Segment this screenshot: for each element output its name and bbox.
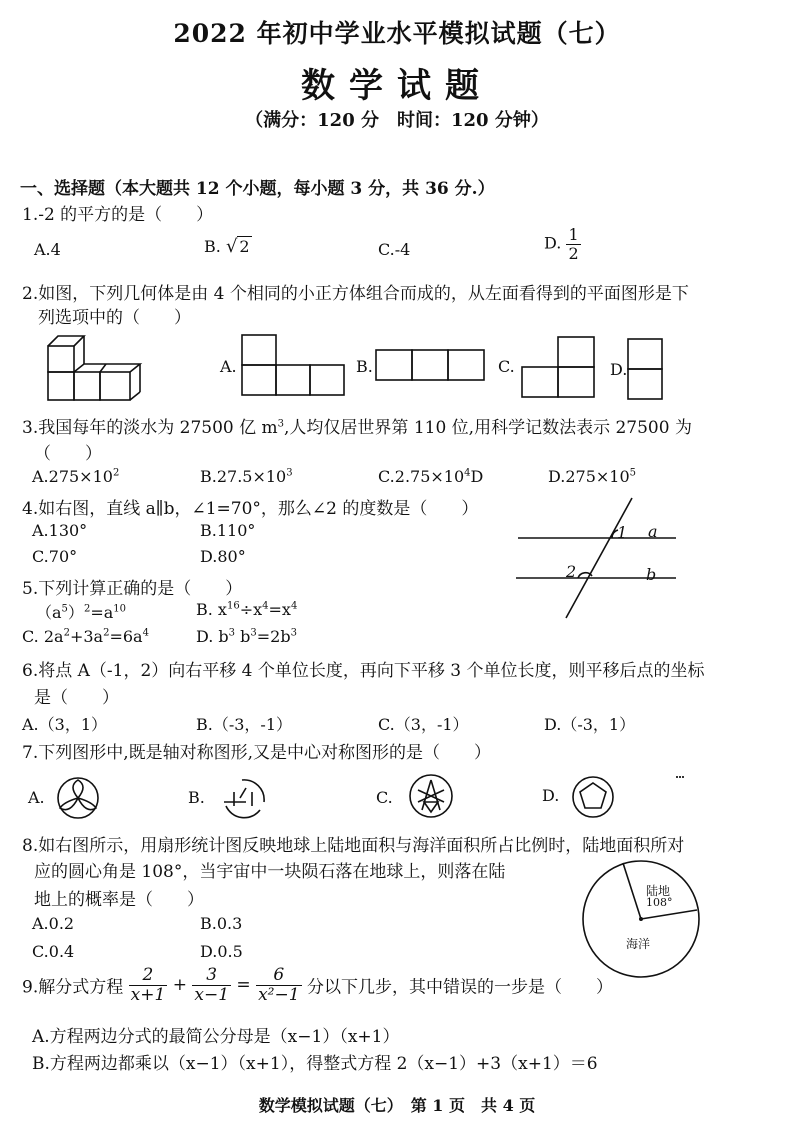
fraction-numerator: 2 xyxy=(129,966,168,986)
q3-option-c xyxy=(378,467,483,486)
q9-option-a: A.方程两边分式的最简公分母是（x−1）（x+1） xyxy=(32,1027,400,1047)
scan-speck xyxy=(676,776,684,782)
q4-line-b-label: b xyxy=(646,565,657,584)
subject-title: 数学试题 xyxy=(301,66,493,106)
superscript: 10 xyxy=(113,603,126,615)
q3-option-c-tail: D xyxy=(470,467,484,486)
fraction-numerator: 6 xyxy=(256,966,301,986)
superscript: 2 xyxy=(103,627,110,639)
q4-line-a-label: a xyxy=(648,522,658,541)
q5-d-part2: b xyxy=(235,627,251,646)
q5-c-part1: C. 2a xyxy=(22,627,64,646)
q2-option-c-figure xyxy=(520,335,600,401)
q7-stem: 7.下列图形中,既是轴对称图形,又是中心对称图形的是（ ） xyxy=(22,743,492,763)
q1-option-a: A.4 xyxy=(34,240,61,259)
q9-option-b: B.方程两边都乘以（x−1）（x+1），得整式方程 2（x−1）+3（x+1）＝6 xyxy=(32,1054,598,1074)
q4-option-a: A.130° xyxy=(32,521,88,540)
q6-option-a: A.（3，1） xyxy=(22,715,108,734)
q2-solid-figure xyxy=(44,332,144,404)
superscript: 3 xyxy=(277,418,285,430)
q8-option-c: C.0.4 xyxy=(32,942,75,961)
fraction-denominator: x+1 xyxy=(130,984,166,1005)
q5-a-part1: （a xyxy=(36,603,62,622)
superscript: 4 xyxy=(142,627,149,639)
equals-sign: = xyxy=(236,975,251,996)
q5-d-part1: D. b xyxy=(196,627,229,646)
q9-stem-suffix: 分以下几步，其中错误的一步是（ ） xyxy=(306,977,613,998)
q3-option-c-text: C.2.75×10 xyxy=(378,467,465,486)
q7-option-a-figure xyxy=(54,776,102,820)
q3-option-b xyxy=(200,467,293,486)
superscript: 4 xyxy=(262,600,269,612)
q7-option-a-label: A. xyxy=(28,788,45,807)
q1-option-b-label: B. xyxy=(204,237,221,256)
q6-stem-line2: 是（ ） xyxy=(34,688,119,708)
q1-option-c: C.-4 xyxy=(378,240,411,259)
q4-option-c: C.70° xyxy=(32,547,78,566)
q7-option-d-label: D. xyxy=(542,786,560,805)
q3-option-a xyxy=(32,467,119,486)
sqrt-sign: √ xyxy=(225,236,238,257)
q7-option-d-figure xyxy=(568,774,618,820)
q7-option-c-label: C. xyxy=(376,788,393,807)
q2-stem-line1: 2.如图，下列几何体是由 4 个相同的小正方体组合而成的，从左面看得到的平面图形是下 xyxy=(22,284,689,304)
q4-angle2-label: 2 xyxy=(566,562,577,581)
q3-option-d-text: D.275×10 xyxy=(548,467,630,486)
q3-stem-part1: 3.我国每年的淡水为 27500 亿 m xyxy=(22,418,278,438)
q2-option-c-label: C. xyxy=(498,357,515,376)
q2-option-a-label: A. xyxy=(220,357,237,376)
q7-option-c-figure xyxy=(406,772,456,820)
q5-b-part2: ÷x xyxy=(239,600,263,619)
q4-parallel-lines-figure xyxy=(514,494,684,624)
pie-label-angle: 108° xyxy=(646,896,673,909)
pie-label-ocean: 海洋 xyxy=(626,937,651,951)
superscript: 3 xyxy=(286,467,293,479)
q2-option-d-figure xyxy=(626,337,666,403)
q2-option-d-label: D. xyxy=(610,360,628,379)
q2-option-b-figure xyxy=(374,348,486,384)
q8-stem-line2: 应的圆心角是 108°，当宇宙中一块陨石落在地球上，则落在陆 xyxy=(34,862,506,882)
superscript: 2 xyxy=(83,603,91,615)
superscript: 2 xyxy=(63,627,70,639)
q5-b-part1: B. x xyxy=(196,600,227,619)
q1-option-d xyxy=(544,226,581,262)
q3-option-a-text: A.275×10 xyxy=(32,467,113,486)
q6-stem-line1: 6.将点 A（-1，2）向右平移 4 个单位长度，再向下平移 3 个单位长度，则平移后点的坐标 xyxy=(22,661,705,681)
q3-stem-line1 xyxy=(22,413,692,438)
q6-option-c: C.（3，-1） xyxy=(378,715,469,734)
q4-angle1-label: 1 xyxy=(617,523,628,542)
fraction-numerator: 3 xyxy=(192,966,231,986)
q3-option-d xyxy=(548,467,636,486)
q2-option-a-figure xyxy=(240,333,350,397)
q1-option-b-radicand: 2 xyxy=(239,237,250,256)
q5-option-a xyxy=(36,600,126,623)
q8-option-a: A.0.2 xyxy=(32,914,75,933)
q1-option-b xyxy=(204,236,252,257)
q5-c-part2: +3a xyxy=(69,627,104,646)
q5-a-part3: =a xyxy=(90,603,114,622)
section-heading: 一、选择题（本大题共 12 个小题，每小题 3 分，共 36 分.） xyxy=(20,179,495,199)
plus-sign: + xyxy=(172,975,187,996)
q7-option-b-label: B. xyxy=(188,788,205,807)
fraction-denominator: x−1 xyxy=(194,984,230,1005)
superscript: 2 xyxy=(112,467,120,479)
q3-option-b-text: B.27.5×10 xyxy=(200,467,287,486)
q9-stem xyxy=(22,966,613,1004)
q1-stem: 1.-2 的平方的是（ ） xyxy=(22,205,214,225)
q5-b-part3: =x xyxy=(268,600,291,619)
q1-option-d-label: D. xyxy=(544,233,562,253)
q4-stem: 4.如右图，直线 a∥b，∠1=70°，那么∠2 的度数是（ ） xyxy=(22,499,479,519)
q2-stem-line2: 列选项中的（ ） xyxy=(38,308,191,328)
superscript: 3 xyxy=(250,627,257,639)
q2-option-b-label: B. xyxy=(356,357,373,376)
page-footer: 数学模拟试题（七） 第 1 页 共 4 页 xyxy=(258,1096,536,1115)
q9-fraction-2 xyxy=(192,966,231,1004)
q5-option-d xyxy=(196,627,297,646)
q6-option-b: B.（-3，-1） xyxy=(196,715,293,734)
q9-fraction-3 xyxy=(256,966,301,1004)
q5-d-part3: =2b xyxy=(256,627,291,646)
q9-stem-prefix: 9.解分式方程 xyxy=(22,977,124,998)
superscript: 4 xyxy=(464,467,471,479)
q1-option-d-fraction xyxy=(566,226,580,262)
fraction-numerator: 1 xyxy=(568,225,579,244)
q8-pie-chart xyxy=(580,858,702,980)
q5-c-part3: =6a xyxy=(109,627,143,646)
q8-option-d: D.0.5 xyxy=(200,942,243,961)
q5-option-b xyxy=(196,600,297,619)
pie-label-land: 陆地 xyxy=(646,884,671,898)
q5-stem: 5.下列计算正确的是（ ） xyxy=(22,579,243,599)
q9-fraction-1 xyxy=(129,966,168,1004)
superscript: 4 xyxy=(290,600,298,612)
q4-option-d: D.80° xyxy=(200,547,246,566)
q4-option-b: B.110° xyxy=(200,521,256,540)
superscript: 3 xyxy=(228,627,236,639)
q5-option-c xyxy=(22,627,149,646)
q5-a-part2: ） xyxy=(67,603,84,622)
superscript: 5 xyxy=(61,603,68,615)
exam-info: （满分：120 分 时间：120 分钟） xyxy=(245,110,549,131)
q8-option-b: B.0.3 xyxy=(200,914,243,933)
superscript: 5 xyxy=(629,467,637,479)
q3-stem-part2: ,人均仅居世界第 110 位,用科学记数法表示 27500 为 xyxy=(284,418,692,438)
q6-option-d: D.（-3，1） xyxy=(544,715,636,734)
fraction-denominator: x²−1 xyxy=(258,984,300,1005)
superscript: 16 xyxy=(226,600,240,612)
fraction-denominator: 2 xyxy=(568,243,579,263)
q8-stem-line1: 8.如右图所示，用扇形统计图反映地球上陆地面积与海洋面积所占比例时，陆地面积所对 xyxy=(22,836,685,856)
exam-title: 2022 年初中学业水平模拟试题（七） xyxy=(173,19,621,48)
q7-option-b-figure xyxy=(220,776,270,820)
q3-stem-line2: （ ） xyxy=(34,444,102,464)
superscript: 3 xyxy=(290,627,297,639)
q8-stem-line3: 地上的概率是（ ） xyxy=(34,890,204,910)
